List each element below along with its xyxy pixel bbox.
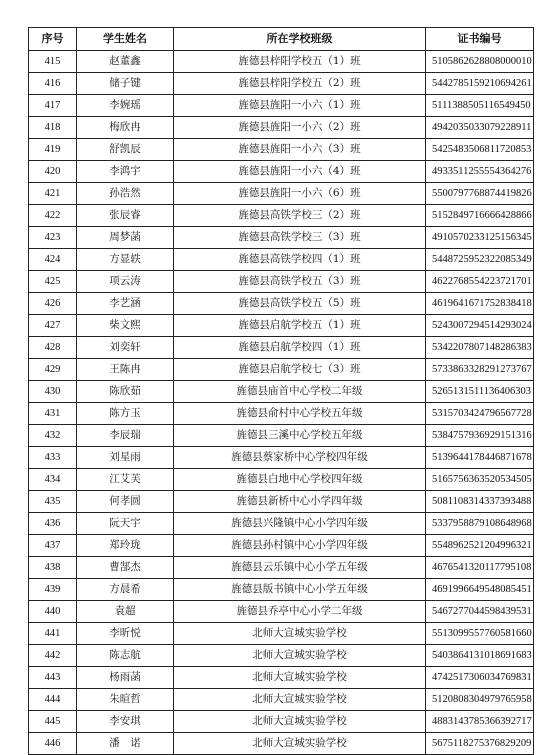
row-student-name: 舒凯辰 [77,139,174,161]
row-student-name: 何孝圆 [77,491,174,513]
row-student-name: 孙浩然 [77,183,174,205]
row-certificate-number: 4676541320117795108 [426,557,534,579]
row-seq: 441 [29,623,77,645]
row-school-class: 旌德县旌阳一小六（4）班 [174,161,426,183]
row-school-class: 旌德县乔亭中心小学二年级 [174,601,426,623]
row-student-name: 项云涛 [77,271,174,293]
table-row [29,51,534,73]
table-row [29,711,534,733]
row-student-name: 郑玲珑 [77,535,174,557]
row-school-class: 旌德县白地中心学校四年级 [174,469,426,491]
row-certificate-number: 4883143785366392717 [426,711,534,733]
row-seq: 439 [29,579,77,601]
row-school-class: 北师大宣城实验学校 [174,623,426,645]
row-certificate-number: 5442785159210694261 [426,73,534,95]
row-seq: 434 [29,469,77,491]
row-student-name: 刘星雨 [77,447,174,469]
row-student-name: 李婉瑶 [77,95,174,117]
table-row [29,381,534,403]
row-certificate-number: 5337958879108648968 [426,513,534,535]
row-seq: 416 [29,73,77,95]
row-student-name: 潘 诺 [77,733,174,755]
row-school-class: 旌德县旌阳一小六（6）班 [174,183,426,205]
row-seq: 426 [29,293,77,315]
table-row [29,469,534,491]
row-seq: 433 [29,447,77,469]
row-certificate-number: 5165756363520534505 [426,469,534,491]
table-row [29,403,534,425]
row-school-class: 旌德县高铁学校三（3）班 [174,227,426,249]
row-school-class: 北师大宣城实验学校 [174,733,426,755]
table-row [29,447,534,469]
row-seq: 431 [29,403,77,425]
row-seq: 437 [29,535,77,557]
row-student-name: 袁超 [77,601,174,623]
row-student-name: 李鸿宇 [77,161,174,183]
row-school-class: 旌德县庙首中心学校二年级 [174,381,426,403]
row-student-name: 储子键 [77,73,174,95]
row-seq: 417 [29,95,77,117]
row-certificate-number: 4691996649548085451 [426,579,534,601]
row-student-name: 柴文熙 [77,315,174,337]
row-school-class: 旌德县兴隆镇中心小学四年级 [174,513,426,535]
table-row [29,293,534,315]
row-seq: 440 [29,601,77,623]
row-student-name: 江艾芙 [77,469,174,491]
row-seq: 427 [29,315,77,337]
row-seq: 446 [29,733,77,755]
row-certificate-number: 4910570233125156345 [426,227,534,249]
row-certificate-number: 5548962521204996321 [426,535,534,557]
certificate-list-page [28,27,533,755]
row-seq: 415 [29,51,77,73]
row-seq: 428 [29,337,77,359]
row-seq: 421 [29,183,77,205]
row-student-name: 李昕悦 [77,623,174,645]
table-row [29,139,534,161]
row-certificate-number: 5105862628808000010 [426,51,534,73]
row-seq: 420 [29,161,77,183]
row-certificate-number: 5500797768874419826 [426,183,534,205]
table-row [29,689,534,711]
row-school-class: 旌德县梓阳学校五（1）班 [174,51,426,73]
header-seq: 序号 [29,28,77,51]
row-seq: 425 [29,271,77,293]
table-row [29,623,534,645]
row-seq: 443 [29,667,77,689]
row-student-name: 王陈冉 [77,359,174,381]
row-school-class: 旌德县高铁学校四（1）班 [174,249,426,271]
row-school-class: 旌德县启航学校五（1）班 [174,315,426,337]
row-seq: 422 [29,205,77,227]
row-student-name: 赵董鑫 [77,51,174,73]
table-row [29,337,534,359]
row-student-name: 朱暄哲 [77,689,174,711]
table-header [29,28,534,51]
row-school-class: 旌德县高铁学校五（5）班 [174,293,426,315]
row-seq: 424 [29,249,77,271]
row-school-class: 北师大宣城实验学校 [174,645,426,667]
row-school-class: 旌德县旌阳一小六（1）班 [174,95,426,117]
table-row [29,205,534,227]
row-student-name: 周梦菡 [77,227,174,249]
row-school-class: 北师大宣城实验学校 [174,711,426,733]
row-student-name: 方显轶 [77,249,174,271]
row-school-class: 旌德县孙村镇中心小学四年级 [174,535,426,557]
table-row [29,271,534,293]
row-certificate-number: 5467277044598439531 [426,601,534,623]
row-certificate-number: 5120808304979765958 [426,689,534,711]
row-seq: 445 [29,711,77,733]
row-student-name: 李安琪 [77,711,174,733]
row-student-name: 张辰睿 [77,205,174,227]
row-certificate-number: 5111388505116549450 [426,95,534,117]
row-certificate-number: 5315703424796567728 [426,403,534,425]
row-certificate-number: 4933511255554364276 [426,161,534,183]
table-row [29,117,534,139]
header-certificate-number: 证书编号 [426,28,534,51]
table-row [29,645,534,667]
table-row [29,557,534,579]
row-school-class: 旌德县启航学校七（3）班 [174,359,426,381]
table-row [29,161,534,183]
table-row [29,513,534,535]
table-row [29,733,534,755]
row-certificate-number: 5384757936929151316 [426,425,534,447]
table-row [29,227,534,249]
row-school-class: 旌德县新桥中心小学四年级 [174,491,426,513]
row-student-name: 陈方玉 [77,403,174,425]
row-certificate-number: 4742517306034769831 [426,667,534,689]
row-seq: 418 [29,117,77,139]
table-row [29,491,534,513]
row-certificate-number: 5139644178446871678 [426,447,534,469]
row-school-class: 旌德县高铁学校五（3）班 [174,271,426,293]
row-school-class: 北师大宣城实验学校 [174,667,426,689]
row-school-class: 旌德县俞村中心学校五年级 [174,403,426,425]
table-row [29,73,534,95]
row-certificate-number: 5081108314337393488 [426,491,534,513]
row-seq: 442 [29,645,77,667]
row-seq: 444 [29,689,77,711]
table-row [29,579,534,601]
row-certificate-number: 5448725952322085349 [426,249,534,271]
table-row [29,601,534,623]
table-row [29,667,534,689]
table-body [29,51,534,755]
row-school-class: 旌德县启航学校四（1）班 [174,337,426,359]
row-certificate-number: 5342207807148286383 [426,337,534,359]
row-school-class: 旌德县三溪中心学校五年级 [174,425,426,447]
header-school-class: 所在学校班级 [174,28,426,51]
row-seq: 430 [29,381,77,403]
table-row [29,425,534,447]
row-seq: 419 [29,139,77,161]
table-row [29,535,534,557]
row-certificate-number: 5513099557760581660 [426,623,534,645]
header-student-name: 学生姓名 [77,28,174,51]
table-row [29,183,534,205]
row-certificate-number: 5403864131018691683 [426,645,534,667]
row-certificate-number: 5733863328291273767 [426,359,534,381]
row-school-class: 旌德县云乐镇中心小学五年级 [174,557,426,579]
row-student-name: 阮天宇 [77,513,174,535]
row-school-class: 北师大宣城实验学校 [174,689,426,711]
header-row [29,28,534,51]
row-seq: 423 [29,227,77,249]
row-certificate-number: 5265131511136406303 [426,381,534,403]
row-student-name: 杨雨菡 [77,667,174,689]
row-certificate-number: 5425483506811720853 [426,139,534,161]
row-certificate-number: 5675118275376829209 [426,733,534,755]
row-certificate-number: 4619641671752838418 [426,293,534,315]
certificate-table [28,27,534,755]
row-certificate-number: 4622768554223721701 [426,271,534,293]
table-row [29,95,534,117]
row-student-name: 刘奕轩 [77,337,174,359]
row-school-class: 旌德县梓阳学校五（2）班 [174,73,426,95]
row-student-name: 梅欣冉 [77,117,174,139]
table-row [29,359,534,381]
row-student-name: 陈欣茹 [77,381,174,403]
row-school-class: 旌德县版书镇中心小学五年级 [174,579,426,601]
table-row [29,315,534,337]
row-student-name: 陈志航 [77,645,174,667]
row-seq: 436 [29,513,77,535]
row-school-class: 旌德县高铁学校三（2）班 [174,205,426,227]
row-school-class: 旌德县旌阳一小六（3）班 [174,139,426,161]
row-seq: 435 [29,491,77,513]
row-certificate-number: 5243007294514293024 [426,315,534,337]
row-seq: 429 [29,359,77,381]
row-student-name: 李辰瑞 [77,425,174,447]
row-school-class: 旌德县旌阳一小六（2）班 [174,117,426,139]
row-certificate-number: 4942035033079228911 [426,117,534,139]
row-seq: 438 [29,557,77,579]
row-student-name: 曹郜杰 [77,557,174,579]
row-student-name: 李艺涵 [77,293,174,315]
table-row [29,249,534,271]
row-certificate-number: 5152849716666428866 [426,205,534,227]
row-school-class: 旌德县蔡家桥中心学校四年级 [174,447,426,469]
row-seq: 432 [29,425,77,447]
row-student-name: 方晨希 [77,579,174,601]
